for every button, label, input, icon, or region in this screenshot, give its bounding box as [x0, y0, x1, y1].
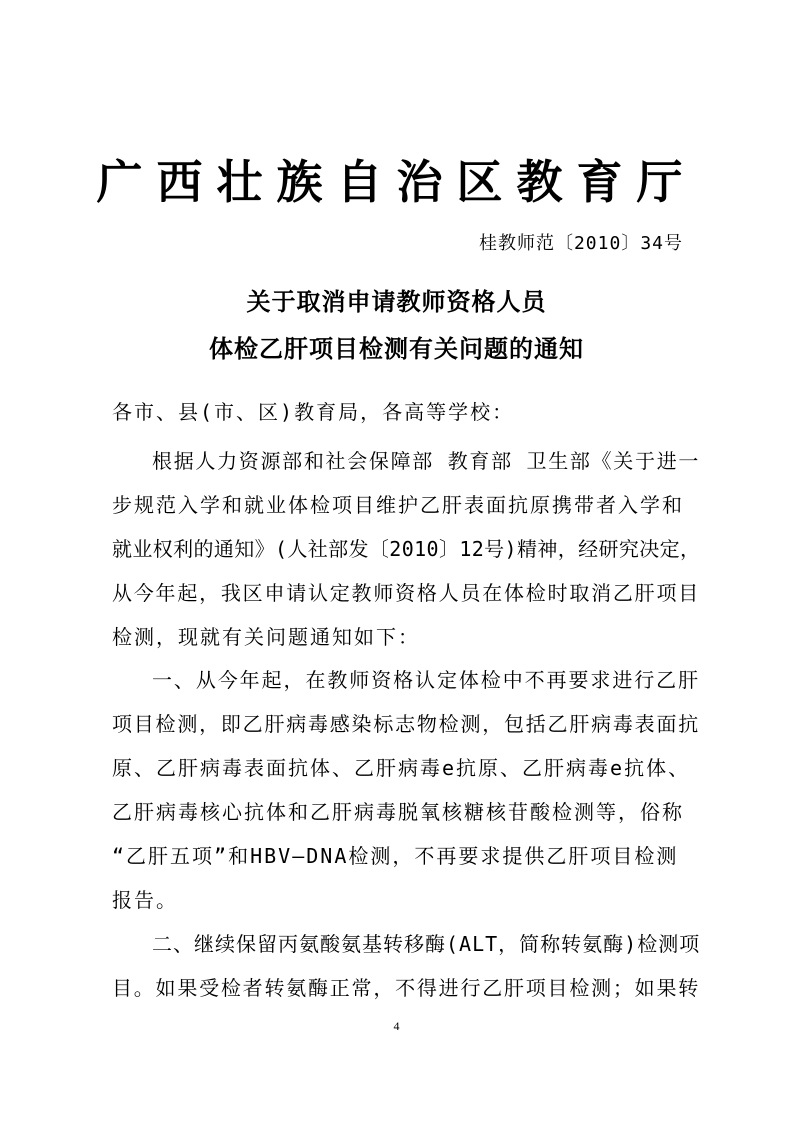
body-line: 从今年起，我区申请认定教师资格人员在体检时取消乙肝项目: [112, 581, 700, 605]
body-line: 乙肝病毒核心抗体和乙肝病毒脱氧核糖核苷酸检测等，俗称: [112, 800, 684, 824]
document-number: 桂教师范〔2010〕34号: [478, 233, 683, 254]
body-line: 一、从今年起，在教师资格认定体检中不再要求进行乙肝: [152, 668, 700, 692]
body-line: 步规范入学和就业体检项目维护乙肝表面抗原携带者入学和: [112, 493, 684, 517]
title-line-2: 体检乙肝项目检测有关问题的通知: [209, 334, 584, 363]
issuer-masthead: 广西壮族自治区教育厅: [96, 155, 697, 209]
body-line: 目。如果受检者转氨酶正常，不得进行乙肝项目检测；如果转: [112, 976, 700, 1000]
body-line: 就业权利的通知》(人社部发〔2010〕12号)精神，经研究决定，: [112, 537, 701, 561]
body-line: 原、乙肝病毒表面抗体、乙肝病毒e抗原、乙肝病毒e抗体、: [112, 756, 691, 780]
body-line: 检测，现就有关问题通知如下：: [112, 625, 420, 649]
page-number: 4: [393, 1019, 400, 1033]
body-line: 二、继续保留丙氨酸氨基转移酶(ALT，简称转氨酶)检测项: [152, 932, 701, 956]
body-line: “乙肝五项”和HBV—DNA检测，不再要求提供乙肝项目检测: [112, 844, 679, 868]
body-line: 根据人力资源部和社会保障部 教育部 卫生部《关于进一: [152, 449, 701, 473]
body-line: 报告。: [112, 888, 178, 912]
body-line: 项目检测，即乙肝病毒感染标志物检测，包括乙肝病毒表面抗: [112, 712, 700, 736]
title-line-1: 关于取消申请教师资格人员: [246, 287, 547, 316]
salutation: 各市、县(市、区)教育局，各高等学校：: [112, 400, 515, 424]
